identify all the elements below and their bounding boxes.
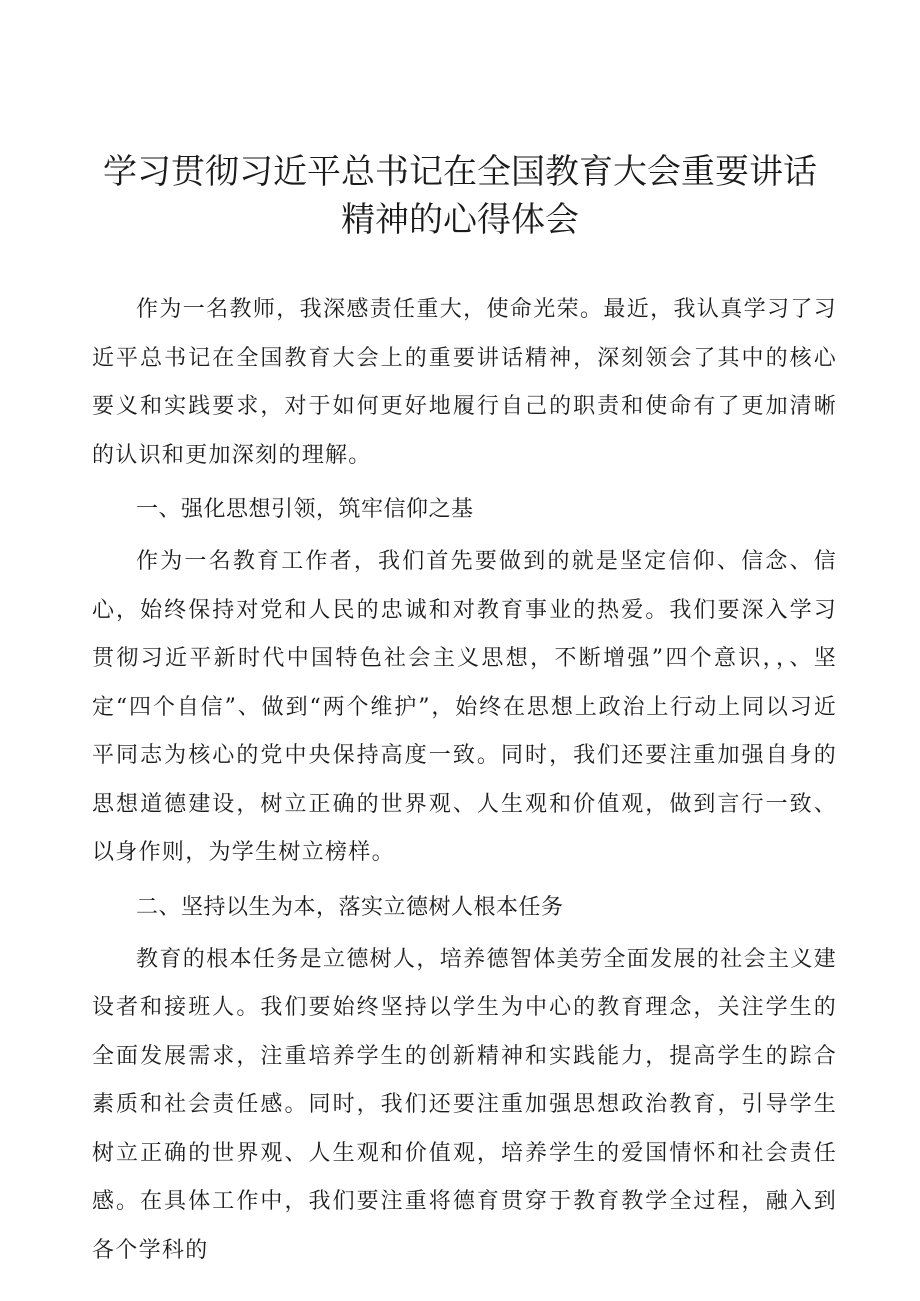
title-line-1: 学习贯彻习近平总书记在全国教育大会重要讲话 xyxy=(103,152,817,192)
document-body xyxy=(92,286,837,1275)
intro-paragraph: 作为一名教师，我深感责任重大，使命光荣。最近，我认真学习了习近平总书记在全国教育大会上的重要讲话精神，深刻领会了其中的核心要义和实践要求，对于如何更好地履行自己的职责和使命有了更加清晰的认识和更加深刻的理解。 xyxy=(92,297,837,468)
title-line-2: 精神的心得体会 xyxy=(341,200,579,240)
section-1-heading: 一、强化思想引领，筑牢信仰之基 xyxy=(136,497,474,522)
document-title xyxy=(60,148,860,244)
section-2-heading: 二、坚持以生为本，落实立德树人根本任务 xyxy=(136,894,564,920)
section-2-paragraph: 教育的根本任务是立德树人，培养德智体美劳全面发展的社会主义建设者和接班人。我们要始终坚持以学生为中心的教育理念，关注学生的全面发展需求，注重培养学生的创新精神和实践能力，提高学生的踪合素质和社会责任感。同时，我们还要注重加强思想政治教育，引导学生树立正确的世界观、人生观和价值观，培养学生的爱国情怀和社会责任感。在具体工作中，我们要注重将德育贯穿于教育教学全过程，融入到各个学科的 xyxy=(92,946,837,1263)
section-1-paragraph: 作为一名教育工作者，我们首先要做到的就是坚定信仰、信念、信心，始终保持对党和人民的忠诚和对教育事业的热爱。我们要深入学习贯彻习近平新时代中国特色社会主义思想，不断增强”四个意识，，、坚定“四个自信”、做到“两个维护”，始终在思想上政治上行动上同以习近平同志为核心的党中央保持高度一致。同时，我们还要注重加强自身的思想道德建设，树立正确的世界观、人生观和价值观，做到言行一致、以身作则，为学生树立榜样。 xyxy=(92,549,837,865)
